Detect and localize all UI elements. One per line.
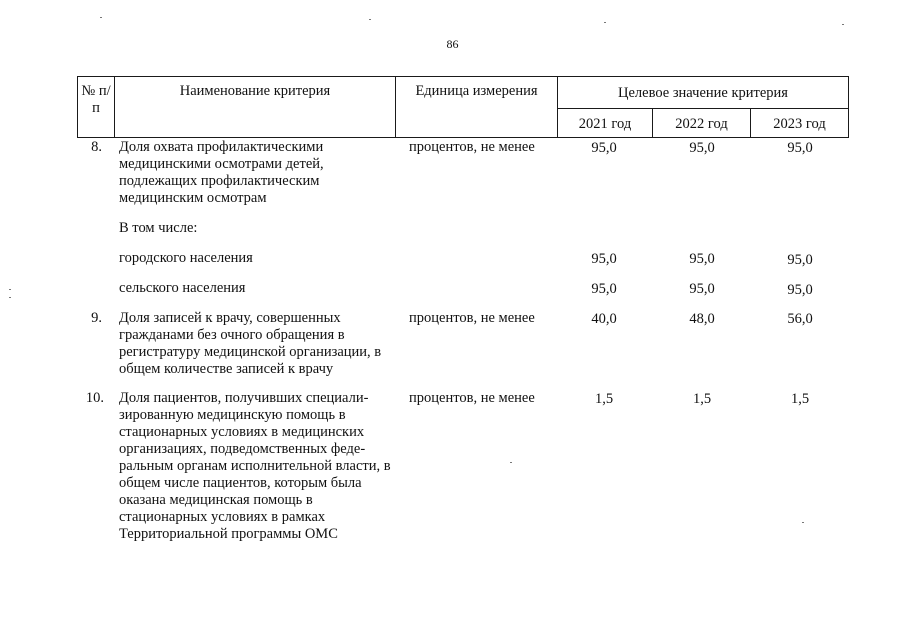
- value-2023: 56,0: [787, 311, 813, 327]
- criterion-unit: процентов, не менее: [409, 390, 535, 406]
- value-2022: 1,5: [692, 391, 712, 407]
- value-2022: 95,0: [689, 251, 715, 267]
- page-number: 86: [446, 37, 459, 51]
- criterion-unit: процентов, не менее: [409, 310, 535, 326]
- header-col-number-label: № п/п: [81, 83, 111, 116]
- header-col-target: Целевое значение критерия: [557, 76, 849, 109]
- value-2021: 1,5: [594, 391, 614, 407]
- row-number: 8.: [91, 139, 102, 155]
- criterion-name: городского населения: [119, 250, 253, 266]
- criterion-name: Доля записей к врачу, совершенных гражданами без очного обращения в регистратуру медицинской организации, в общем количестве записей к врачу: [119, 310, 382, 377]
- value-2021: 95,0: [591, 140, 617, 156]
- scan-speck: [604, 22, 606, 23]
- scan-speck: [100, 17, 102, 18]
- criterion-name: Доля охвата профилактическими медицинскими осмотрами детей, подлежащих профилактическим медицинским осмотрам: [119, 139, 324, 206]
- value-2023: 95,0: [787, 282, 813, 298]
- scan-speck: [9, 289, 11, 290]
- value-2021: 95,0: [591, 251, 617, 267]
- value-2022: 95,0: [689, 140, 715, 156]
- value-2023: 1,5: [790, 391, 810, 407]
- scan-speck: [9, 297, 11, 298]
- header-col-number: [77, 76, 114, 138]
- criterion-name: Доля пациентов, получивших специали-зированную медицинскую помощь в стационарных условиях в медицинских организациях, подведомственных феде-ральным органам исполнительной власти, в общем числе пациентов, которым была оказана медицинская помощь в стационарных условиях в рамках Территориальной программы ОМС: [119, 390, 391, 542]
- header-year-2022: 2022 год: [653, 108, 751, 138]
- value-2022: 95,0: [689, 281, 715, 297]
- criterion-name: сельского населения: [119, 280, 246, 296]
- value-2023: 95,0: [787, 140, 813, 156]
- row-number: 9.: [91, 310, 102, 326]
- scan-speck: [510, 462, 512, 463]
- criterion-subheading: В том числе:: [119, 220, 198, 236]
- scan-speck: [842, 24, 844, 25]
- scan-speck: [369, 19, 371, 20]
- criterion-unit: процентов, не менее: [409, 139, 535, 155]
- header-col-unit: Единица измерения: [396, 76, 557, 138]
- scan-speck: [802, 522, 804, 523]
- value-2023: 95,0: [787, 252, 813, 268]
- value-2022: 48,0: [689, 311, 715, 327]
- header-col-name: Наименование критерия: [114, 76, 396, 138]
- row-number: 10.: [85, 390, 104, 406]
- header-year-2023: 2023 год: [751, 108, 849, 138]
- value-2021: 95,0: [591, 281, 617, 297]
- header-year-2021: 2021 год: [557, 108, 653, 138]
- value-2021: 40,0: [591, 311, 617, 327]
